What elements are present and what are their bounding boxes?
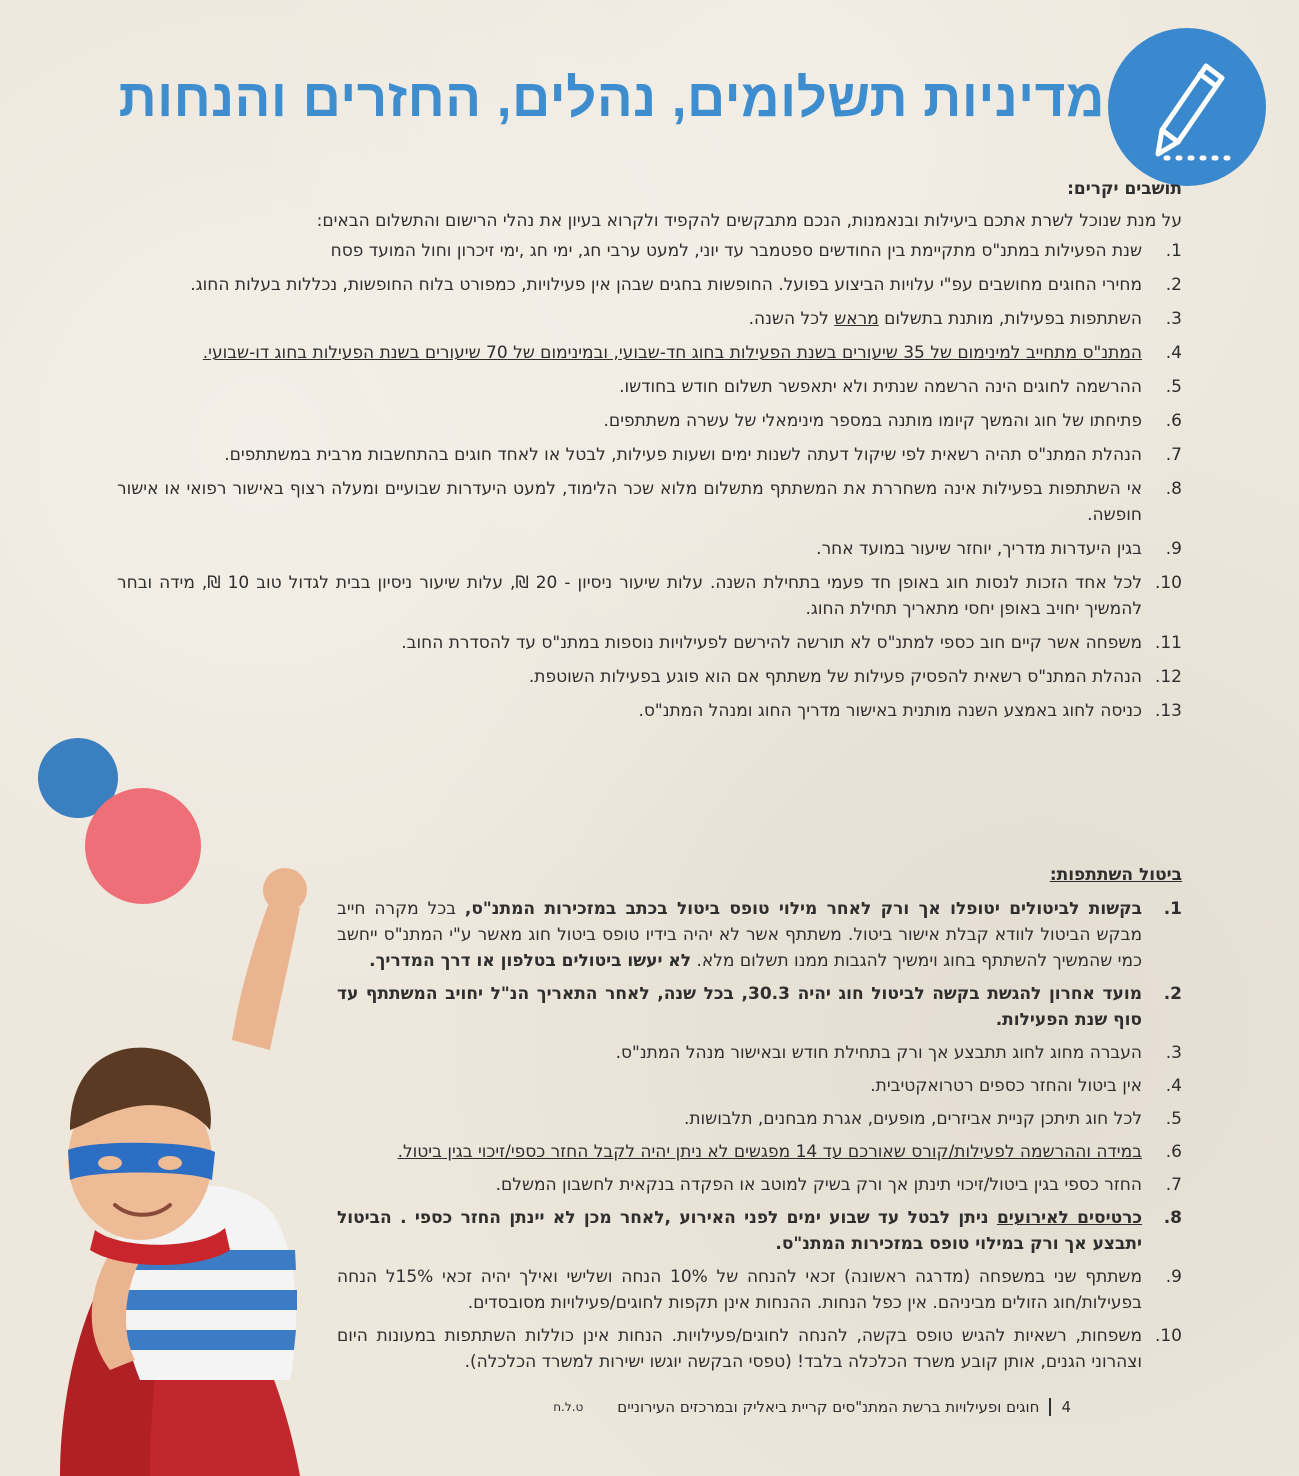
- footer-page-number: 4: [1061, 1398, 1071, 1416]
- rule-text-before: השתתפות בפעילות, מותנת בתשלום: [878, 309, 1142, 329]
- cancel-number: 4.: [1165, 1076, 1182, 1096]
- cancel-item: [337, 1106, 1182, 1132]
- greeting: תושבים יקרים:: [1067, 179, 1182, 199]
- rule-text: הנהלת המתנ"ס תהיה רשאית לפי שיקול דעתה לשנות ימים ושעות פעילות, לבטל או לאחד חוגים בהתחשבות מרבית במשתתפים.: [224, 445, 1142, 465]
- cancel-item: [337, 1139, 1182, 1165]
- rule-item: [117, 374, 1182, 400]
- rule-text: משפחה אשר קיים חוב כספי למתנ"ס לא תורשה להירשם לפעילויות נוספות במתנ"ס עד להסדרת החוב.: [401, 633, 1142, 653]
- pencil-icon: [1108, 28, 1266, 186]
- rule-number: 6.: [1165, 411, 1182, 431]
- rule-item: [117, 664, 1182, 690]
- footer-separator: [1049, 1398, 1051, 1416]
- cancel-heading: ביטול השתתפות:: [1049, 865, 1182, 885]
- rule-item: [117, 340, 1182, 366]
- rule-text: ההרשמה לחוגים הינה הרשמה שנתית ולא יתאפשר תשלום חודש בחודשו.: [619, 377, 1142, 397]
- cancel-text-underline: במידה וההרשמה לפעילות/קורס שאורכם עד 14 מפגשים לא ניתן יהיה לקבל החזר כספי/זיכוי בגין ביטול.: [397, 1142, 1142, 1162]
- cancel-text-plain: בכל מקרה חייב מבקש הביטול לוודא קבלת אישור ביטול. משתתף אשר לא יהיה בידיו טופס ביטול חוג מאשר ע"י המתנ"ס ייחשב כמי שהמשיך להשתתף בחוג וימשיך להגבות ממנו תשלום מלא.: [337, 899, 1142, 971]
- rule-item: [117, 408, 1182, 434]
- rules-list: [117, 238, 1182, 724]
- rule-item: [117, 476, 1182, 528]
- rule-number: 9.: [1165, 539, 1182, 559]
- rule-text: הנהלת המתנ"ס רשאית להפסיק פעילות של משתתף אם הוא פוגע בפעילות השוטפת.: [528, 667, 1142, 687]
- cancel-text-plain: משפחות, רשאיות להגיש טופס בקשה, להנחה לחוגים/פעילויות. הנחות אינן כוללות השתתפות במעונות היום וצהרוני הגנים, אותן קובע משרד הכלכלה בלבד! (טפסי הבקשה יוגשו ישירות למשרד הכלכלה).: [337, 1326, 1142, 1372]
- cancel-text-bold1: בקשות לביטולים יטופלו אך ורק לאחר מילוי טופס ביטול בכתב במזכירות המתנ"ס,: [464, 899, 1142, 919]
- rule-text: שנת הפעילות במתנ"ס מתקיימת בין החודשים ספטמבר עד יוני, למעט ערבי חג, ימי חג ,ימי זיכרון וחול המועד פסח: [330, 241, 1142, 261]
- rule-number: 5.: [1165, 377, 1182, 397]
- policy-content: [117, 176, 1182, 732]
- rule-text: מחירי החוגים מחושבים עפ"י עלויות הביצוע בפועל. החופשות בחגים שבהן אין פעילויות, כמפורט בלוח החופשות, נכללות בעלות החוג.: [190, 275, 1142, 295]
- rule-text-after: לכל השנה.: [748, 309, 835, 329]
- rule-number: 10.: [1154, 573, 1182, 593]
- rule-text-underlined: מראש: [834, 309, 879, 329]
- rule-item: [117, 630, 1182, 656]
- page-title: מדיניות תשלומים, נהלים, החזרים והנחות: [118, 69, 1105, 128]
- cancel-number: 7.: [1165, 1175, 1182, 1195]
- rule-item: [117, 536, 1182, 562]
- rule-number: 12.: [1154, 667, 1182, 687]
- cancel-number: 10.: [1154, 1326, 1182, 1346]
- footer: [553, 1398, 1071, 1416]
- cancel-item: [337, 1040, 1182, 1066]
- cancel-number: 1.: [1163, 899, 1182, 919]
- cancel-text-boldu: כרטיסים לאירועים: [996, 1208, 1142, 1228]
- rule-text: המתנ"ס מתחייב למינימום של 35 שיעורים בשנת הפעילות בחוג חד-שבועי, ובמינימום של 70 שיעורים בשנת הפעילות בחוג דו-שבועי.: [202, 343, 1142, 363]
- rule-number: 3.: [1165, 309, 1182, 329]
- cancel-item: [337, 1264, 1182, 1316]
- cancel-text-plain: לכל חוג תיתכן קניית אביזרים, מופעים, אגרת מבחנים, תלבושות.: [683, 1109, 1142, 1129]
- rule-item: [117, 570, 1182, 622]
- cancel-number: 6.: [1165, 1142, 1182, 1162]
- rule-text: בגין היעדרות מדריך, יוחזר שיעור במועד אחר.: [816, 539, 1142, 559]
- cancel-number: 9.: [1165, 1267, 1182, 1287]
- rule-number: 2.: [1165, 275, 1182, 295]
- rule-number: 11.: [1154, 633, 1182, 653]
- cancel-text-bold1: מועד אחרון להגשת בקשה לביטול חוג יהיה 30.3, בכל שנה, לאחר התאריך הנ"ל יחויב המשתתף עד סוף שנת הפעילות.: [337, 984, 1142, 1030]
- rule-number: 4.: [1165, 343, 1182, 363]
- rule-number: 8.: [1165, 479, 1182, 499]
- cancel-text-plain: העברה מחוג לחוג תתבצע אך ורק בתחילת חודש ובאישור מנהל המתנ"ס.: [615, 1043, 1142, 1063]
- rule-item: [117, 698, 1182, 724]
- cancel-text-plain: אין ביטול והחזר כספים רטרואקטיבית.: [870, 1076, 1142, 1096]
- footer-code: ט.ל.ח: [553, 1400, 584, 1414]
- rule-number: 7.: [1165, 445, 1182, 465]
- cancel-number: 3.: [1165, 1043, 1182, 1063]
- cancel-item: [337, 896, 1182, 974]
- footer-text: חוגים ופעילויות ברשת המתנ"סים קריית ביאליק ובמרכזים העירוניים: [617, 1398, 1040, 1416]
- cancel-number: 5.: [1165, 1109, 1182, 1129]
- cancel-section: [337, 862, 1182, 1382]
- cancel-text-bold2: לא יעשו ביטולים בטלפון או דרך המדריך.: [369, 951, 692, 971]
- cancel-text-bold1: ניתן לבטל עד שבוע ימים לפני האירוע ,לאחר מכן לא יינתן החזר כספי . הביטול יתבצע אך ורק במילוי טופס במזכירות המתנ"ס.: [337, 1208, 1142, 1254]
- cancel-number: 2.: [1163, 984, 1182, 1004]
- rule-text: אי השתתפות בפעילות אינה משחררת את המשתתף מתשלום מלוא שכר הלימוד, למעט היעדרות שבועיים ומעלה רצוף באישור רפואי או אישור חופשה.: [117, 479, 1142, 525]
- cancel-item: [337, 1073, 1182, 1099]
- cancel-text-plain: החזר כספי בגין ביטול/זיכוי תינתן אך ורק בשיק למוטב או הפקדה בנקאית לחשבון המשלם.: [495, 1175, 1142, 1195]
- superhero-kid-image: [0, 860, 330, 1476]
- cancel-number: 8.: [1163, 1208, 1182, 1228]
- rule-item: [117, 238, 1182, 264]
- cancel-item: [337, 1172, 1182, 1198]
- cancel-item: [337, 981, 1182, 1033]
- intro: על מנת שנוכל לשרת אתכם ביעילות ובנאמנות, הנכם מתבקשים להקפיד ולקרוא בעיון את נהלי הרישום והתשלום הבאים:: [316, 211, 1182, 231]
- rule-item: [117, 272, 1182, 298]
- rule-item: [117, 306, 1182, 332]
- rule-text: לכל אחד הזכות לנסות חוג באופן חד פעמי בתחילת השנה. עלות שיעור ניסיון - 20 ₪, עלות שיעור ניסיון בבית לגדול טוב 10 ₪, מידה ובחר להמשיך יחויב באופן יחסי מתאריך תחילת החוג.: [117, 573, 1142, 619]
- cancel-item: [337, 1323, 1182, 1375]
- rule-text: כניסה לחוג באמצע השנה מותנית באישור מדריך החוג ומנהל המתנ"ס.: [638, 701, 1142, 721]
- cancel-text-plain: משתתף שני במשפחה (מדרגה ראשונה) זכאי להנחה של 10% הנחה ושלישי ואילך יהיה זכאי 15%ל הנחה בפעילות/חוג הזולים מביניהם. אין כפל הנחות. ההנחות אינן תקפות לחוגים/פעילויות מסובסדים.: [337, 1267, 1143, 1313]
- rule-item: [117, 442, 1182, 468]
- rule-text: פתיחתו של חוג והמשך קיומו מותנה במספר מינימאלי של עשרה משתתפים.: [603, 411, 1142, 431]
- cancel-list: [337, 896, 1182, 1375]
- rule-number: 1.: [1165, 241, 1182, 261]
- cancel-item: [337, 1205, 1182, 1257]
- rule-number: 13.: [1154, 701, 1182, 721]
